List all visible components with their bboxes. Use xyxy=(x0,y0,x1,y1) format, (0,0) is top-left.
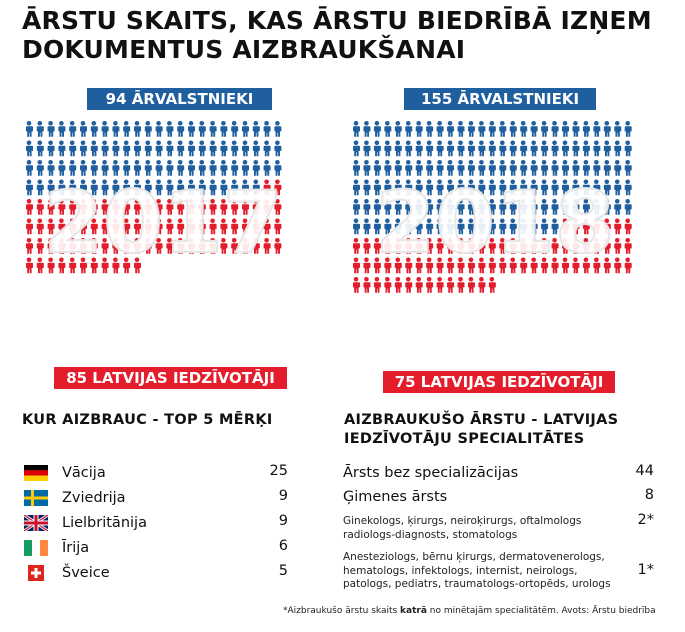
person-icon xyxy=(363,219,370,235)
person-icon xyxy=(614,160,621,176)
germany-flag-icon xyxy=(24,465,48,481)
person-icon xyxy=(353,199,360,215)
person-icon xyxy=(625,180,632,196)
person-icon xyxy=(156,141,163,157)
person-icon xyxy=(363,141,370,157)
destination-count: 25 xyxy=(269,463,288,479)
badge-2017-foreigners: 94 ĀRVALSTNIEKI xyxy=(87,88,272,110)
person-icon xyxy=(437,121,444,137)
person-icon xyxy=(363,238,370,254)
person-icon xyxy=(26,238,33,254)
footnote-source: no minētajām specialitātēm. Avots: Ārstu biedrība xyxy=(426,606,656,616)
person-icon xyxy=(478,277,485,293)
destination-count: 5 xyxy=(278,563,288,579)
person-icon xyxy=(625,141,632,157)
person-icon xyxy=(604,121,611,137)
person-icon xyxy=(188,121,195,137)
person-icon xyxy=(374,141,381,157)
person-icon xyxy=(353,180,360,196)
person-icon xyxy=(447,121,454,137)
person-icon xyxy=(112,141,119,157)
ireland-flag-icon xyxy=(24,540,48,556)
person-icon xyxy=(274,141,281,157)
person-icon xyxy=(395,141,402,157)
person-icon xyxy=(478,141,485,157)
person-icon xyxy=(156,121,163,137)
speciality-count: 2* xyxy=(637,512,654,528)
person-icon xyxy=(395,277,402,293)
person-icon xyxy=(625,199,632,215)
person-icon xyxy=(583,121,590,137)
person-icon xyxy=(447,141,454,157)
person-icon xyxy=(199,121,206,137)
person-icon xyxy=(210,141,217,157)
person-icon xyxy=(593,121,600,137)
destination-country: Lielbritānija xyxy=(62,515,147,531)
speciality-count: 8 xyxy=(644,487,654,503)
person-icon xyxy=(572,121,579,137)
person-icon xyxy=(37,141,44,157)
person-icon xyxy=(26,180,33,196)
person-icon xyxy=(499,141,506,157)
person-icon xyxy=(625,121,632,137)
person-icon xyxy=(264,121,271,137)
destination-country: Vācija xyxy=(62,465,106,481)
destination-count: 9 xyxy=(278,488,288,504)
person-icon xyxy=(102,141,109,157)
speciality-label: Ģimenes ārsts xyxy=(343,489,448,505)
person-icon xyxy=(48,121,55,137)
person-icon xyxy=(426,121,433,137)
switzerland-flag-icon xyxy=(24,565,48,581)
person-icon xyxy=(26,219,33,235)
person-icon xyxy=(353,121,360,137)
person-icon xyxy=(562,141,569,157)
person-icon xyxy=(58,141,65,157)
person-icon xyxy=(220,141,227,157)
person-icon xyxy=(625,238,632,254)
person-icon xyxy=(468,141,475,157)
destinations-title: KUR AIZBRAUC - TOP 5 MĒRĶI xyxy=(22,412,273,428)
badge-2018-latvians: 75 LATVIJAS IEDZĪVOTĀJI xyxy=(383,371,615,393)
person-icon xyxy=(264,141,271,157)
person-icon xyxy=(520,121,527,137)
person-icon xyxy=(468,121,475,137)
speciality-row xyxy=(343,551,611,592)
person-icon xyxy=(583,141,590,157)
person-icon xyxy=(395,121,402,137)
person-icon xyxy=(123,141,130,157)
year-overlay: 2018 xyxy=(375,173,615,273)
person-icon xyxy=(177,141,184,157)
person-icon xyxy=(80,121,87,137)
person-icon xyxy=(166,141,173,157)
person-icon xyxy=(426,277,433,293)
footnote-text: *Aizbraukušo ārstu skaits xyxy=(283,606,401,616)
destination-count: 6 xyxy=(278,538,288,554)
person-icon xyxy=(552,121,559,137)
person-icon xyxy=(26,121,33,137)
person-icon xyxy=(562,121,569,137)
destination-count: 9 xyxy=(278,513,288,529)
person-icon xyxy=(242,121,249,137)
badge-2018-foreigners: 155 ĀRVALSTNIEKI xyxy=(404,88,596,110)
person-icon xyxy=(458,121,465,137)
footnote xyxy=(283,606,656,616)
person-icon xyxy=(69,121,76,137)
person-icon xyxy=(220,121,227,137)
speciality-label: Ārsts bez specializācijas xyxy=(343,465,519,481)
person-icon xyxy=(353,141,360,157)
destination-country: Šveice xyxy=(62,565,110,581)
person-icon xyxy=(625,258,632,274)
person-icon xyxy=(26,199,33,215)
person-icon xyxy=(416,277,423,293)
person-icon xyxy=(353,238,360,254)
person-icon xyxy=(478,121,485,137)
person-icon xyxy=(499,121,506,137)
person-icon xyxy=(405,277,412,293)
uk-flag-icon xyxy=(24,515,48,531)
person-icon xyxy=(614,199,621,215)
person-icon xyxy=(91,121,98,137)
speciality-label: patologs, pediatrs, traumatologs-ortopēds, urologs xyxy=(343,578,611,590)
person-icon xyxy=(384,121,391,137)
person-icon xyxy=(510,121,517,137)
person-icon xyxy=(363,160,370,176)
person-icon xyxy=(231,121,238,137)
person-icon xyxy=(48,141,55,157)
specialities-title xyxy=(344,411,618,449)
person-icon xyxy=(253,141,260,157)
person-icon xyxy=(242,141,249,157)
person-icon xyxy=(384,277,391,293)
person-icon xyxy=(353,219,360,235)
person-icon xyxy=(112,121,119,137)
speciality-row xyxy=(343,463,518,483)
speciality-label: Ginekologs, ķirurgs, neiroķirurgs, oftalmologs xyxy=(343,515,582,527)
person-icon xyxy=(510,141,517,157)
person-icon xyxy=(614,219,621,235)
person-icon xyxy=(572,141,579,157)
person-icon xyxy=(274,121,281,137)
person-icon xyxy=(541,121,548,137)
person-icon xyxy=(593,141,600,157)
person-icon xyxy=(177,121,184,137)
person-icon xyxy=(363,121,370,137)
speciality-label: hematologs, infektologs, internist, neirologs, xyxy=(343,564,578,577)
person-icon xyxy=(145,141,152,157)
person-icon xyxy=(145,121,152,137)
person-icon xyxy=(363,277,370,293)
person-icon xyxy=(405,141,412,157)
person-icon xyxy=(489,141,496,157)
person-icon xyxy=(437,141,444,157)
person-icon xyxy=(374,121,381,137)
person-icon xyxy=(405,121,412,137)
person-icon xyxy=(614,258,621,274)
title-line-2: DOKUMENTUS AIZBRAUKŠANAI xyxy=(22,35,466,64)
person-icon xyxy=(416,121,423,137)
person-icon xyxy=(447,277,454,293)
person-icon xyxy=(231,141,238,157)
person-icon xyxy=(531,121,538,137)
person-icon xyxy=(353,258,360,274)
year-overlay: 2017 xyxy=(43,173,283,273)
person-icon xyxy=(58,121,65,137)
person-icon xyxy=(604,141,611,157)
person-icon xyxy=(416,141,423,157)
speciality-label: Anesteziologs, bērnu ķirurgs, dermatovenerologs, xyxy=(343,551,605,563)
person-icon xyxy=(468,277,475,293)
person-icon xyxy=(199,141,206,157)
destination-country: Zviedrija xyxy=(62,490,126,506)
person-icon xyxy=(458,277,465,293)
person-icon xyxy=(353,160,360,176)
person-icon xyxy=(614,180,621,196)
person-icon xyxy=(134,141,141,157)
person-icon xyxy=(26,258,33,274)
person-icon xyxy=(26,160,33,176)
person-icon xyxy=(437,277,444,293)
person-icon xyxy=(614,121,621,137)
person-icon xyxy=(188,141,195,157)
person-icon xyxy=(363,199,370,215)
person-icon xyxy=(69,141,76,157)
person-icon xyxy=(426,141,433,157)
person-icon xyxy=(80,141,87,157)
person-icon xyxy=(531,141,538,157)
person-icon xyxy=(489,277,496,293)
specialities-title-line-1: AIZBRAUKUŠO ĀRSTU - LATVIJAS xyxy=(344,412,619,428)
person-icon xyxy=(625,219,632,235)
speciality-label: radiologs-diagnosts, stomatologs xyxy=(343,528,518,541)
sweden-flag-icon xyxy=(24,490,48,506)
person-icon xyxy=(520,141,527,157)
person-icon xyxy=(374,277,381,293)
title-line-1: ĀRSTU SKAITS, KAS ĀRSTU BIEDRĪBĀ IZŅEM xyxy=(22,6,652,35)
speciality-count: 44 xyxy=(635,463,654,479)
person-icon xyxy=(134,121,141,137)
person-icon xyxy=(26,141,33,157)
person-icon xyxy=(102,121,109,137)
person-icon xyxy=(458,141,465,157)
person-icon xyxy=(384,141,391,157)
person-icon xyxy=(614,141,621,157)
speciality-row xyxy=(343,515,581,542)
person-icon xyxy=(614,238,621,254)
person-icon xyxy=(541,141,548,157)
person-icon xyxy=(166,121,173,137)
destination-country: Īrija xyxy=(62,540,90,556)
person-icon xyxy=(552,141,559,157)
speciality-count: 1* xyxy=(637,562,654,578)
person-icon xyxy=(210,121,217,137)
person-icon xyxy=(363,180,370,196)
specialities-title-line-2: IEDZĪVOTĀJU SPECIALITĀTES xyxy=(344,431,585,447)
person-icon xyxy=(489,121,496,137)
person-icon xyxy=(625,160,632,176)
person-icon xyxy=(353,277,360,293)
person-icon xyxy=(363,258,370,274)
badge-2017-latvians: 85 LATVIJAS IEDZĪVOTĀJI xyxy=(54,367,287,389)
person-icon xyxy=(123,121,130,137)
person-icon xyxy=(37,121,44,137)
speciality-row xyxy=(343,487,447,507)
person-icon xyxy=(91,141,98,157)
footnote-bold: katrā xyxy=(400,606,427,616)
person-icon xyxy=(253,121,260,137)
